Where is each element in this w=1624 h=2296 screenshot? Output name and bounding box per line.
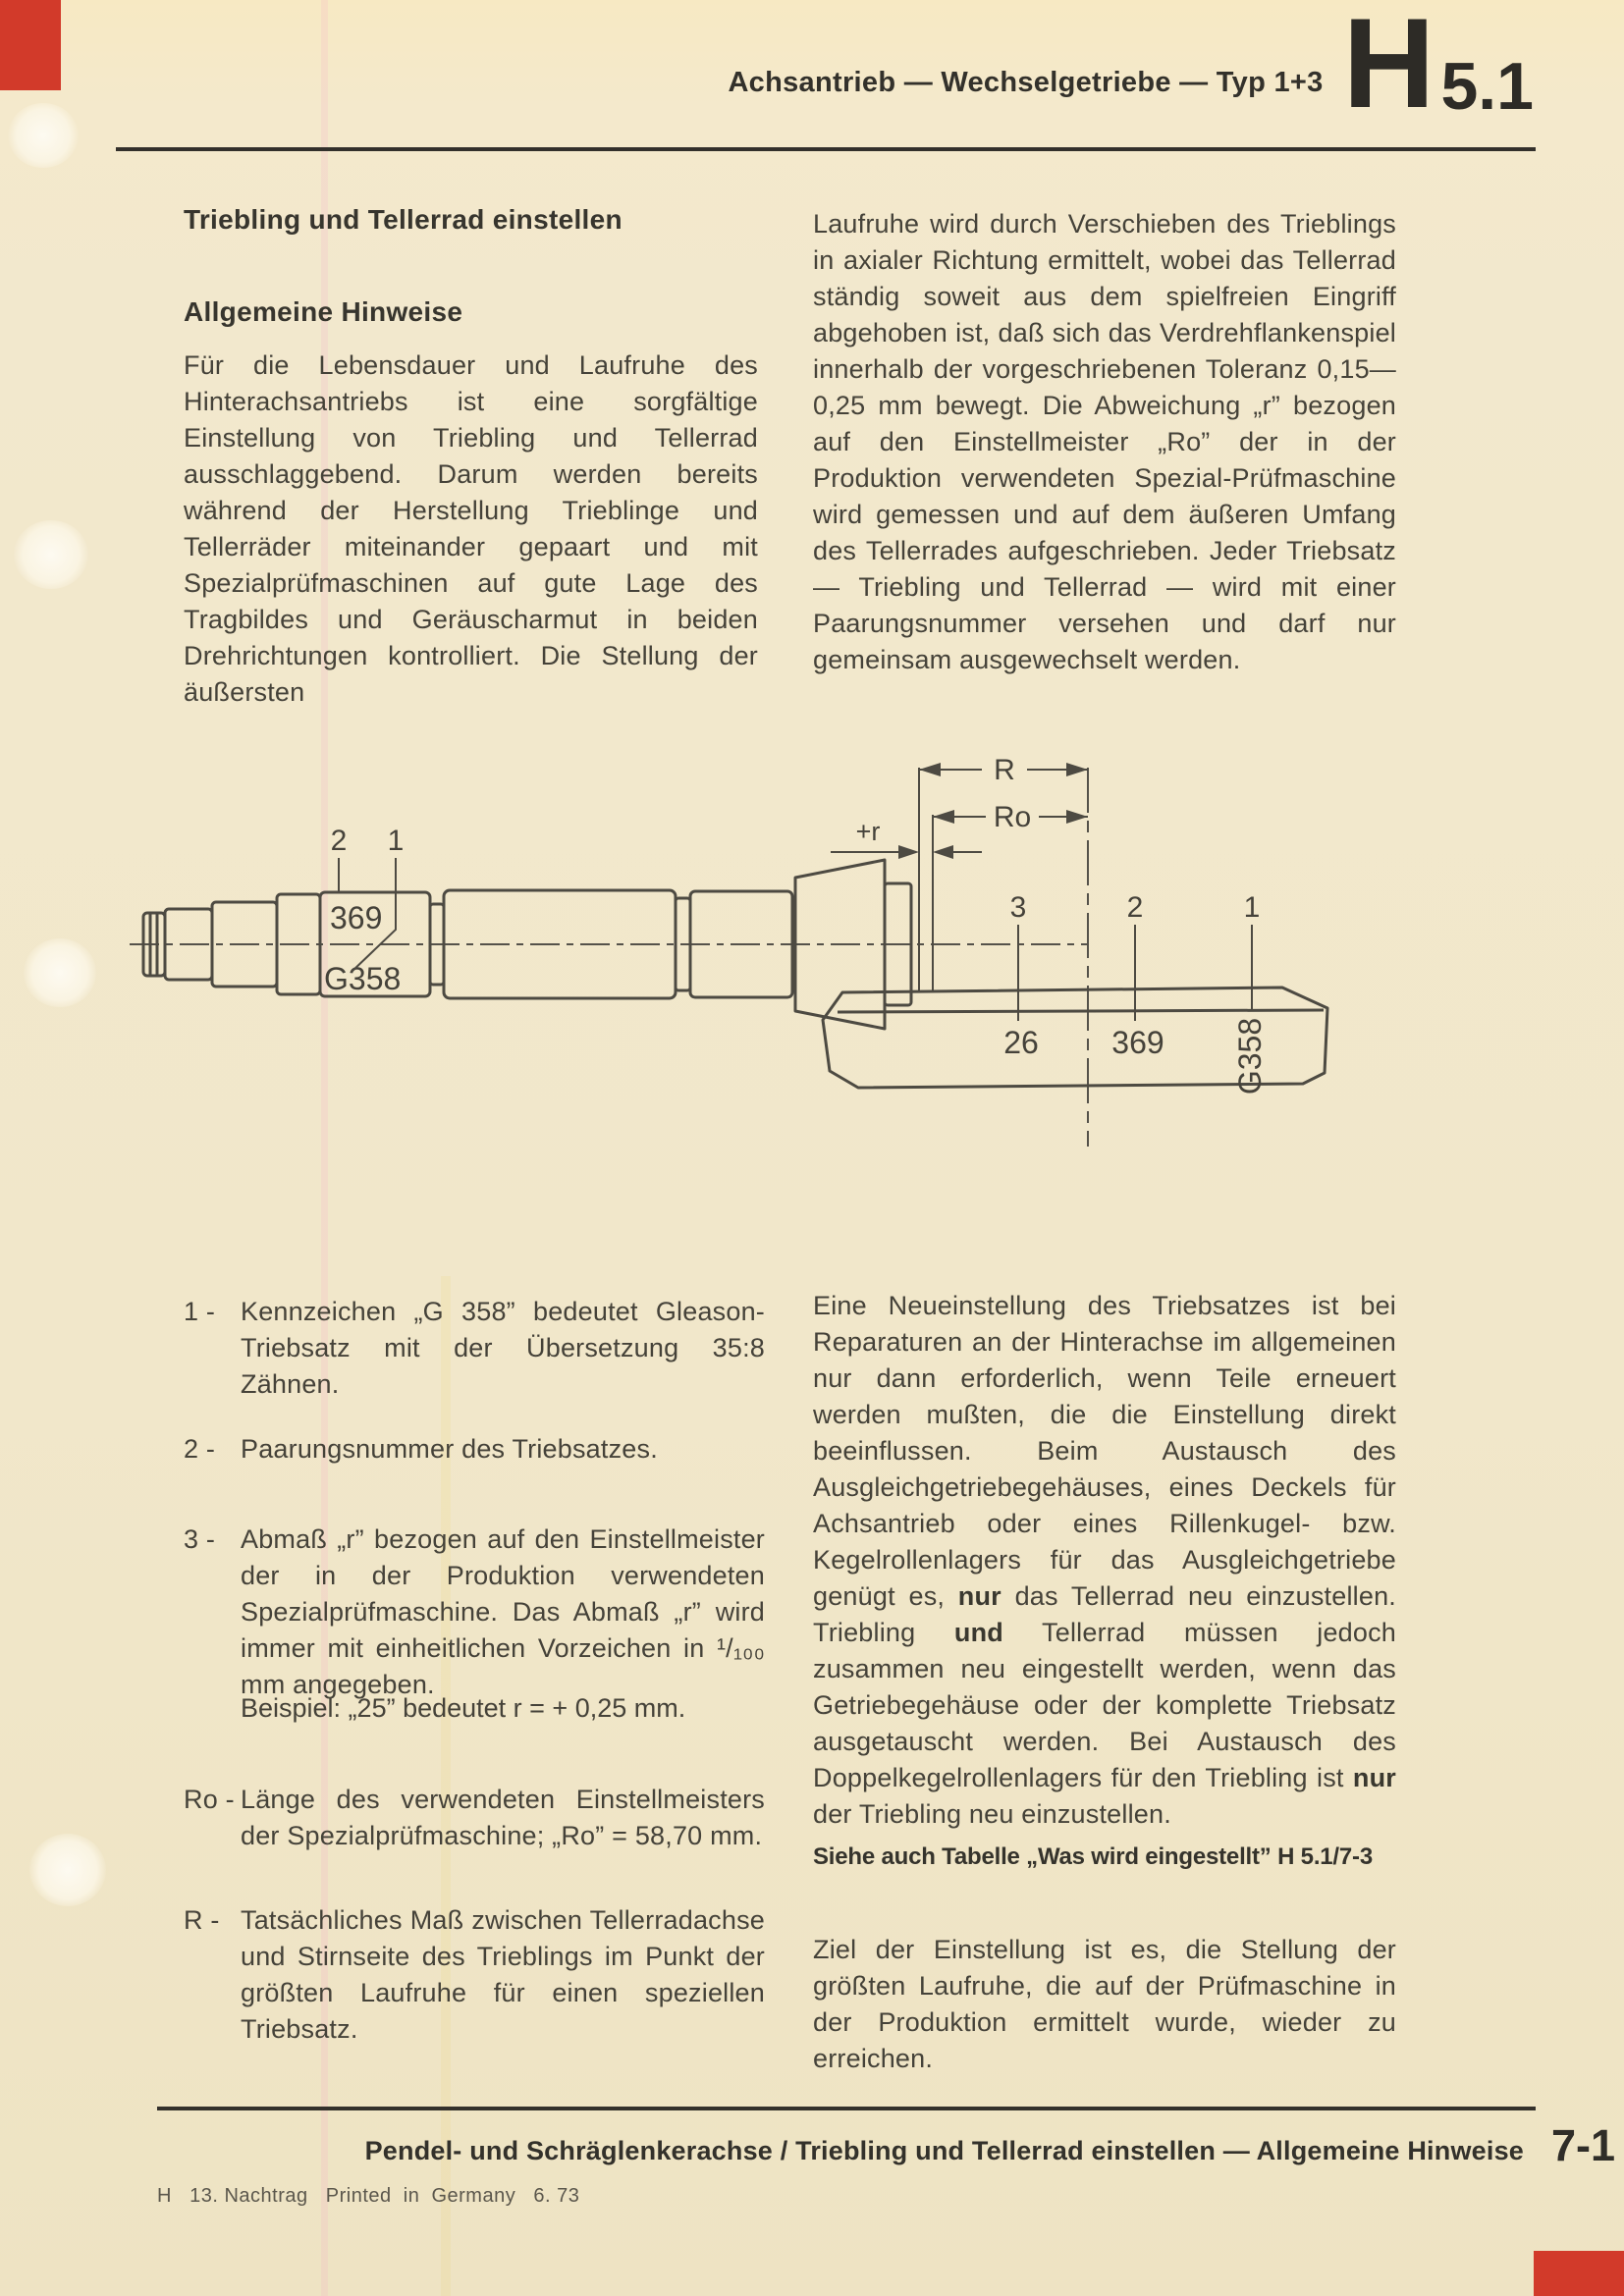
callout-2-ring: 2 bbox=[1126, 891, 1144, 924]
callout-3-ring: 3 bbox=[1009, 891, 1027, 924]
section-code-letter: H bbox=[1342, 0, 1434, 134]
legend-key: 2 - bbox=[184, 1434, 216, 1464]
goal-paragraph: Ziel der Einstellung ist es, die Stellung der größten Laufruhe, die auf der Prüfmaschine in der Produktion ermittelt wurde, wieder zu erreichen. bbox=[813, 1935, 1396, 2073]
red-corner-mark-bottom bbox=[1534, 2251, 1624, 2296]
dimension-label-R: R bbox=[994, 754, 1015, 786]
pinion-and-ring-gear-diagram bbox=[0, 726, 1624, 1188]
shaft-gleason-code-mark: G358 bbox=[324, 961, 402, 996]
footer-rule bbox=[157, 2107, 1536, 2110]
legend-text: Länge des verwendeten Einstellmeisters der Spezialprüfmaschine; „Ro” = 58,70 mm. bbox=[241, 1785, 765, 1850]
header-rule bbox=[116, 147, 1536, 151]
legend-example: Beispiel: „25” bedeutet r = + 0,25 mm. bbox=[241, 1693, 686, 1723]
repair-segment: Eine Neueinstellung des Triebsatzes ist bei Reparaturen an der Hinterachse im allgemeinen nur dann erforderlich, wenn Teile erneuert werden mußten, die die Einstellung direkt beeinflussen. Beim Austausch des Ausgleichgetriebegehäuses, eines Deckels für Achsantrieb oder eines Rillenkugel- bzw. Kegelrollenlagers für das Ausgleichgetriebe genügt es, bbox=[813, 1291, 1396, 1611]
red-corner-mark-top bbox=[0, 0, 61, 90]
legend-key: 1 - bbox=[184, 1297, 216, 1326]
page-header bbox=[728, 0, 1534, 134]
legend-item-ro bbox=[184, 1782, 765, 1854]
legend-key: 3 - bbox=[184, 1524, 216, 1554]
intro-paragraph-left: Für die Lebensdauer und Laufruhe des Hinterachsantriebs ist eine sorgfältige Einstellung von Triebling und Tellerrad ausschlaggebend. Darum werden bereits während der Herstellung Trieblinge und Tellerräder miteinander gepaart und mit Spezialprüfmaschinen auf gute Lage des Tragbildes und Geräuscharmut in beiden Drehrichtungen kontrolliert. Die Stellung der äußersten bbox=[184, 350, 758, 707]
dimension-label-plus-r: +r bbox=[855, 817, 881, 846]
legend-key: R - bbox=[184, 1905, 220, 1935]
section-code-number: 5.1 bbox=[1440, 49, 1534, 124]
intro-paragraph-right: Laufruhe wird durch Verschieben des Trieblings in axialer Richtung ermittelt, wobei das Tellerrad ständig soweit aus dem spielfreien Eingriff abgehoben ist, daß sich das Verdrehflankenspiel innerhalb der vorgeschriebenen Toleranz 0,15—0,25 mm bewegt. Die Abweichung „r” bezogen auf den Einstellmeister „Ro” der in der Produktion verwendeten Spezial-Prüfmaschine wird gemessen und auf dem äußeren Umfang des Tellerrades aufgeschrieben. Jeder Triebsatz — Triebling und Tellerrad — wird mit einer Paarungsnummer versehen und darf nur gemeinsam ausgewechselt werden. bbox=[813, 209, 1396, 674]
legend-key: Ro - bbox=[184, 1785, 235, 1814]
legend-text: Kennzeichen „G 358” bedeutet Gleason-Triebsatz mit der Übersetzung 35:8 Zähnen. bbox=[241, 1297, 765, 1399]
breadcrumb: Achsantrieb — Wechselgetriebe — Typ 1+3 bbox=[728, 67, 1324, 99]
repair-segment: Tellerrad müssen jedoch zusammen neu eingestellt werden, wenn das Getriebegehäuse oder der komplette Triebsatz ausgetauscht werden. Bei Austausch des Doppelkegelrollenlagers für den Triebling ist bbox=[813, 1618, 1397, 1792]
section-code bbox=[1342, 0, 1534, 134]
punch-hole bbox=[8, 103, 79, 168]
legend-text: Paarungsnummer des Triebsatzes. bbox=[241, 1434, 658, 1464]
legend-text: Tatsächliches Maß zwischen Tellerradachse und Stirnseite des Trieblings im Punkt der größten Laufruhe für einen speziellen Triebsatz. bbox=[241, 1905, 765, 2044]
ring-r-value-mark: 26 bbox=[1003, 1025, 1039, 1060]
page-title: Triebling und Tellerrad einstellen bbox=[184, 204, 623, 235]
page-number: 7-1 bbox=[1551, 2120, 1616, 2170]
repair-segment: der Triebling neu einzustellen. bbox=[813, 1799, 1171, 1829]
callout-2-shaft: 2 bbox=[330, 825, 348, 857]
legend-text: Abmaß „r” bezogen auf den Einstellmeister der in der Produktion verwendeten Spezialprüfmaschine. Das Abmaß „r” wird immer mit einheitlichen Vorzeichen in ¹/₁₀₀ mm angegeben. bbox=[241, 1524, 765, 1699]
punch-hole bbox=[29, 1834, 106, 1906]
callout-1-shaft: 1 bbox=[387, 825, 405, 857]
ring-pairing-number-mark: 369 bbox=[1111, 1025, 1164, 1060]
punch-hole bbox=[14, 520, 88, 589]
see-also-note: Siehe auch Tabelle „Was wird eingestellt” H 5.1/7-3 bbox=[813, 1843, 1373, 1870]
repair-segment-bold: und bbox=[953, 1618, 1003, 1647]
legend-item-1 bbox=[184, 1294, 765, 1403]
dimension-lines bbox=[831, 754, 1088, 991]
dimension-label-Ro: Ro bbox=[993, 801, 1032, 833]
callout-1-ring: 1 bbox=[1243, 891, 1261, 924]
imprint: H 13. Nachtrag Printed in Germany 6. 73 bbox=[157, 2185, 580, 2207]
ring-gleason-code-mark: G358 bbox=[1232, 1017, 1268, 1095]
section-subtitle: Allgemeine Hinweise bbox=[184, 296, 463, 327]
footer-title: Pendel- und Schräglenkerachse / Triebling und Tellerrad einstellen — Allgemeine Hinweise bbox=[364, 2136, 1524, 2165]
legend-item-r bbox=[184, 1902, 765, 2048]
legend-item-3 bbox=[184, 1522, 765, 1703]
repair-segment-bold: nur bbox=[1352, 1763, 1396, 1792]
repair-paragraph bbox=[813, 1288, 1396, 1833]
shaft-pairing-number-mark: 369 bbox=[330, 900, 383, 935]
legend-item-2 bbox=[184, 1431, 765, 1468]
repair-segment-bold: nur bbox=[957, 1581, 1001, 1611]
repair-segment: das Tellerrad neu einzustellen. Triebling bbox=[813, 1581, 1396, 1647]
